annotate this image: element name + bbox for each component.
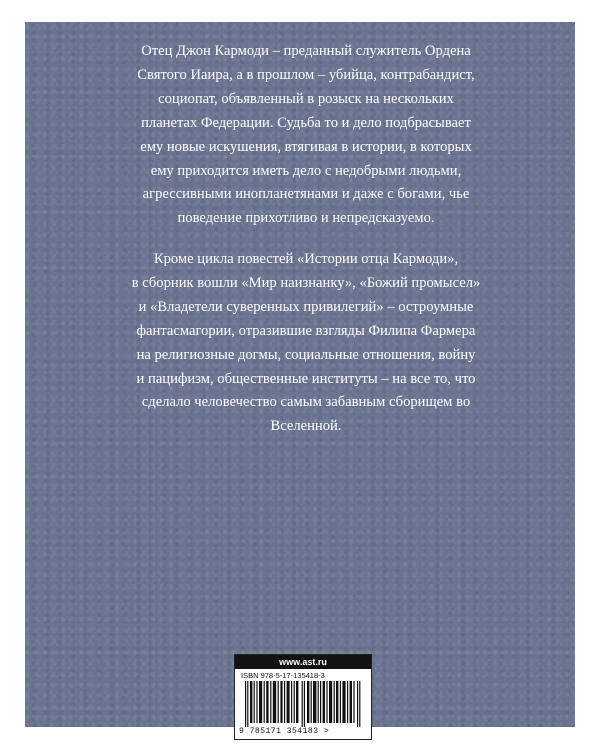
barcode-icon [243, 681, 365, 727]
text-line: фантасмагории, отразившие взгляды Филипа Фармера [136, 322, 476, 339]
text-line: Кроме цикла повестей «Истории отца Кармоди», [153, 251, 459, 267]
text-line: агрессивными инопланетянами и даже с богами, чье [142, 186, 470, 203]
text-line: Отец Джон Кармоди – преданный служитель Ордена [141, 43, 471, 59]
text-line: в сборник вошли «Мир наизнанку», «Божий промысел» [131, 274, 481, 291]
text-line: и «Владетели суверенных привилегий» – остроумные [138, 298, 474, 315]
isbn-label: ISBN 978-5-17-135418-3 [241, 671, 325, 680]
barcode-panel [234, 654, 372, 740]
text-line: Святого Иаира, а в прошлом – убийца, контрабандист, [137, 66, 475, 83]
description-paragraph-1 [116, 40, 496, 231]
barcode-number: 9 785171 354183 > [239, 727, 330, 736]
text-line: планетах Федерации. Судьба то и дело подбрасывает [141, 114, 471, 131]
description-paragraph-2 [116, 248, 496, 439]
text-line: на религиозные догмы, социальные отношения, войну [136, 346, 476, 363]
publisher-site: www.ast.ru [235, 655, 371, 669]
text-line: Вселенной. [270, 418, 342, 435]
text-line: и пацифизм, общественные институты – на все то, что [136, 370, 476, 387]
text-line: социопат, объявленный в розыск на нескольких [158, 90, 454, 107]
text-line: ему приходится иметь дело с недобрыми людьми, [150, 162, 462, 179]
text-line: поведение прихотливо и непредсказуемо. [177, 210, 435, 227]
text-line: сделало человечество самым забавным сборищем во [141, 394, 471, 411]
text-line: ему новые искушения, втягивая в истории, в которых [140, 138, 472, 155]
